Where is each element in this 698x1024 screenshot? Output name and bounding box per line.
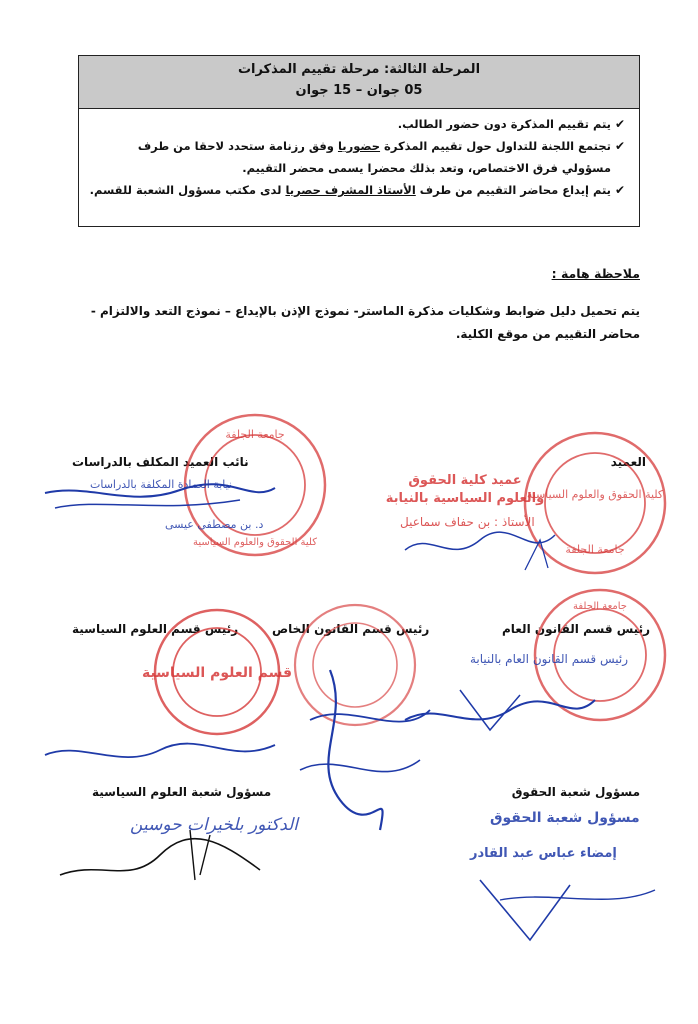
stamp-faculty-text: كلية الحقوق والعلوم السياسية <box>526 488 664 501</box>
political-science-signature <box>40 730 280 775</box>
political-science-round-stamp <box>141 605 293 740</box>
public-law-stamp-text: رئيس قسم القانون العام بالنيابة <box>470 652 628 666</box>
dean-label: العميد <box>610 455 646 469</box>
rights-branch-name: إمضاء عباس عبد القادر <box>470 846 617 861</box>
rights-branch-stamp-text: مسؤول شعبة الحقوق <box>490 810 640 826</box>
emphasis-text: الأستاذ المشرف حصريا <box>285 183 416 197</box>
stage-item-2 <box>89 135 629 179</box>
vice-dean-label: نائب العميد المكلف بالدراسات <box>72 455 249 469</box>
dean-name-text: الأستاذ : بن حفاف سماعيل <box>400 515 535 529</box>
political-branch-name: الدكتور بلخيرات حوسين <box>130 815 299 835</box>
stage-item-text: يتم إيداع محاضر التقييم من طرف الأستاذ المشرف حصريا لدى مكتب مسؤول الشعبة للقسم. <box>89 183 611 197</box>
rights-branch-signature <box>460 860 660 950</box>
vice-dean-signature <box>40 478 280 518</box>
check-icon: ✔ <box>614 139 626 153</box>
stamp-faculty-text: كلية الحقوق والعلوم السياسية <box>193 537 317 548</box>
note-title: ملاحظة هامة : <box>551 266 640 281</box>
head-public-law-label: رئيس قسم القانون العام <box>501 622 650 636</box>
head-private-law-label: رئيس قسم القانون الخاص <box>272 622 430 636</box>
political-stamp-text: قسم العلوم السياسية <box>141 665 293 681</box>
evaluation-stage-box <box>78 55 640 227</box>
head-political-science-label: رئيس قسم العلوم السياسية <box>72 622 239 636</box>
stage-item-1 <box>89 113 629 135</box>
emphasis-text: حضوريا <box>337 139 381 153</box>
rights-branch-label: مسؤول شعبة الحقوق <box>511 785 640 799</box>
stage-item-text: تجتمع اللجنة للتداول حول تقييم المذكرة حضوريا وفق رزنامة ستحدد لاحقا من طرف مسؤولي فرق الاختصاص، وتعد بذلك محضرا يسمى محضر التقييم. <box>137 139 611 175</box>
stamp-university-text: جامعة الجلفة <box>565 543 625 556</box>
stage-header <box>79 56 639 109</box>
stage-items <box>79 109 639 201</box>
vice-dean-stamp-text: نيابة العمادة المكلفة بالدراسات <box>90 478 233 491</box>
check-icon: ✔ <box>614 117 626 131</box>
dean-stamp-text: عميد كلية الحقوق والعلوم السياسية بالنيابة <box>385 473 545 506</box>
stamp-university-text: جامعة الجلفة <box>573 601 627 612</box>
note-body: يتم تحميل دليل ضوابط وشكليات مذكرة الماستر- نموذج الإذن بالإيداع – نموذج التعد والالتزام - محاضر التقييم من موقع الكلية. <box>90 304 640 341</box>
vice-dean-name-text: د. بن مصطفى عيسى <box>165 518 264 531</box>
check-icon: ✔ <box>614 183 626 197</box>
stage-title: المرحلة الثالثة: مرحلة تقييم المذكرات <box>237 62 481 77</box>
stage-dates: 05 جوان – 15 جوان <box>295 83 423 98</box>
political-branch-label: مسؤول شعبة العلوم السياسية <box>92 785 272 799</box>
dean-signature <box>400 520 560 575</box>
stage-item-text: يتم تقييم المذكرة دون حضور الطالب. <box>397 117 611 131</box>
private-law-signature <box>290 660 440 835</box>
political-branch-signature <box>50 820 270 890</box>
stage-item-3 <box>89 179 629 201</box>
stamp-university-text: جامعة الجلفة <box>225 428 285 441</box>
